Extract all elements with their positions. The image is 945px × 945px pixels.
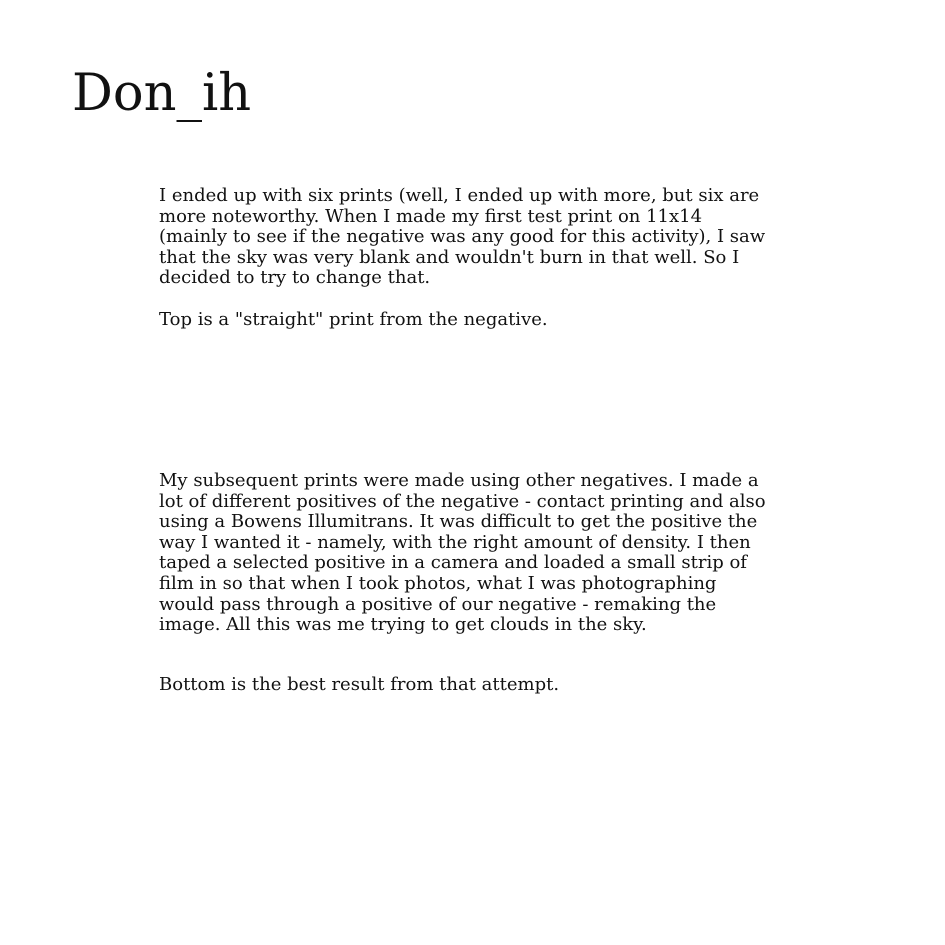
text-line: decided to try to change that.: [159, 267, 431, 289]
text-line: taped a selected positive in a camera and loaded a small strip of: [159, 552, 747, 574]
paragraph-bottom-print: [159, 675, 779, 696]
paragraph-top-print: [159, 310, 779, 331]
text-line: I ended up with six prints (well, I ended up with more, but six are: [159, 185, 760, 206]
paragraph-intro: [159, 186, 779, 289]
text-line: Top is a "straight" print from the negative.: [159, 309, 548, 330]
text-line: (mainly to see if the negative was any good for this activity), I saw: [159, 226, 766, 248]
paragraph-subsequent-prints: [159, 471, 779, 636]
text-line: way I wanted it - namely, with the right amount of density. I then: [159, 531, 751, 553]
text-line: image. All this was me trying to get clouds in the sky.: [159, 614, 647, 636]
text-line: film in so that when I took photos, what I was photographing: [159, 572, 717, 594]
text-line: that the sky was very blank and wouldn't burn in that well. So I: [159, 246, 740, 268]
page-title: Don_ih: [72, 64, 252, 123]
text-line: would pass through a positive of our negative - remaking the: [159, 593, 717, 615]
text-line: Bottom is the best result from that attempt.: [159, 674, 560, 695]
text-line: more noteworthy. When I made my first test print on 11x14: [159, 205, 703, 227]
text-line: using a Bowens Illumitrans. It was difficult to get the positive the: [159, 511, 758, 533]
text-line: lot of different positives of the negative - contact printing and also: [159, 490, 766, 512]
text-line: My subsequent prints were made using other negatives. I made a: [159, 470, 759, 491]
